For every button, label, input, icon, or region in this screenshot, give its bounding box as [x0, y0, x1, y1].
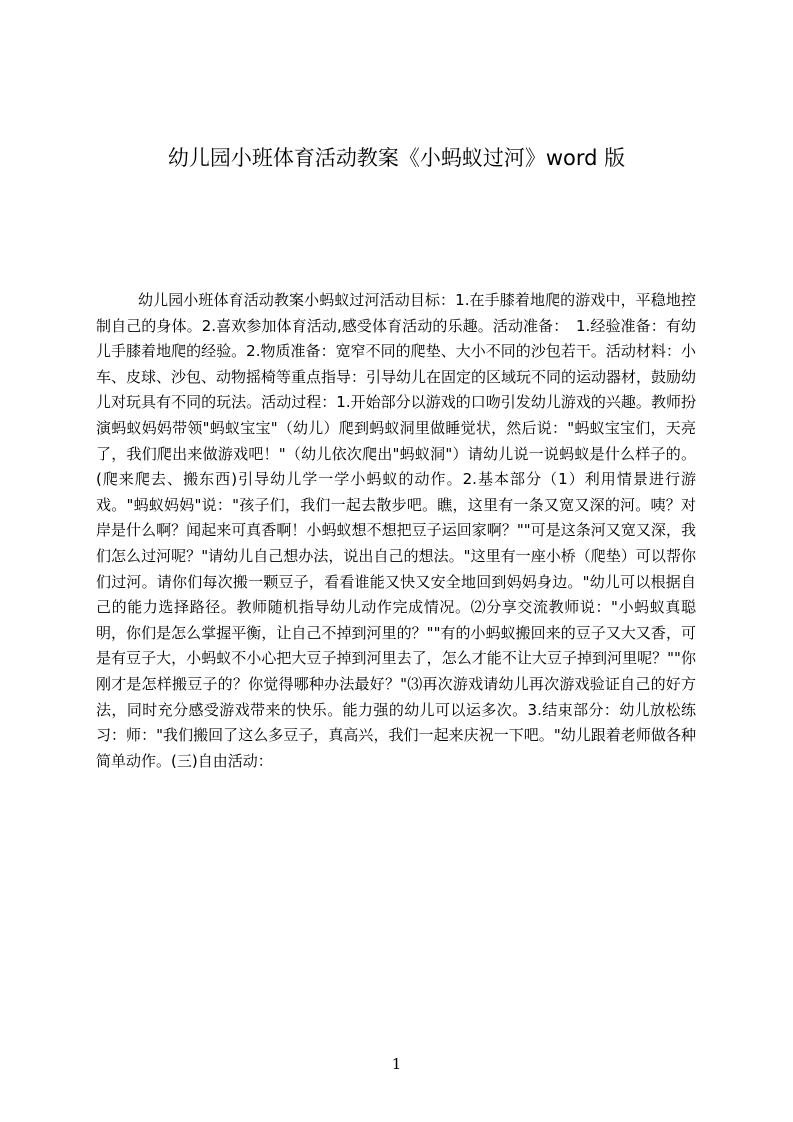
document-title: 幼儿园小班体育活动教案《小蚂蚁过河》word 版 [167, 146, 626, 170]
page-number: 1 [391, 1055, 402, 1073]
document-body: 幼儿园小班体育活动教案小蚂蚁过河活动目标：1.在手膝着地爬的游戏中，平稳地控制自己的身体。2.喜欢参加体育活动,感受体育活动的乐趣。活动准备： 1.经验准备：有幼儿手膝着地爬的经验。2.物质准备：宽窄不同的爬垫、大小不同的沙包若干。活动材料：小车、皮球、沙包、动物摇椅等重点指导：引导幼儿在固定的区域玩不同的运动器材，鼓励幼儿对玩具有不同的玩法。活动过程：1.开始部分以游戏的口吻引发幼儿游戏的兴趣。教师扮演蚂蚁妈妈带领"蚂蚁宝宝"（幼儿）爬到蚂蚁洞里做睡觉状，然后说："蚂蚁宝宝们，天亮了，我们爬出来做游戏吧！"（幼儿依次爬出"蚂蚁洞"）请幼儿说一说蚂蚁是什么样子的。(爬来爬去、搬东西)引导幼儿学一学小蚂蚁的动作。2.基本部分（1）利用情景进行游戏。"蚂蚁妈妈"说："孩子们，我们一起去散步吧。瞧，这里有一条又宽又深的河。咦？对岸是什么啊？闻起来可真香啊！小蚂蚁想不想把豆子运回家啊？""可是这条河又宽又深，我们怎么过河呢？"请幼儿自己想办法，说出自己的想法。"这里有一座小桥（爬垫）可以帮你们过河。请你们每次搬一颗豆子，看看谁能又快又安全地回到妈妈身边。"幼儿可以根据自己的能力选择路径。教师随机指导幼儿动作完成情况。⑵分享交流教师说："小蚂蚁真聪明，你们是怎么掌握平衡，让自己不掉到河里的？""有的小蚂蚁搬回来的豆子又大又香，可是有豆子大，小蚂蚁不小心把大豆子掉到河里去了，怎么才能不让大豆子掉到河里呢？""你刚才是怎样搬豆子的？你觉得哪种办法最好？"⑶再次游戏请幼儿再次游戏验证自己的好方法，同时充分感受游戏带来的快乐。能力强的幼儿可以运多次。3.结束部分：幼儿放松练习：师："我们搬回了这么多豆子，真高兴，我们一起来庆祝一下吧。"幼儿跟着老师做各种简单动作。(三)自由活动： [96, 291, 696, 770]
